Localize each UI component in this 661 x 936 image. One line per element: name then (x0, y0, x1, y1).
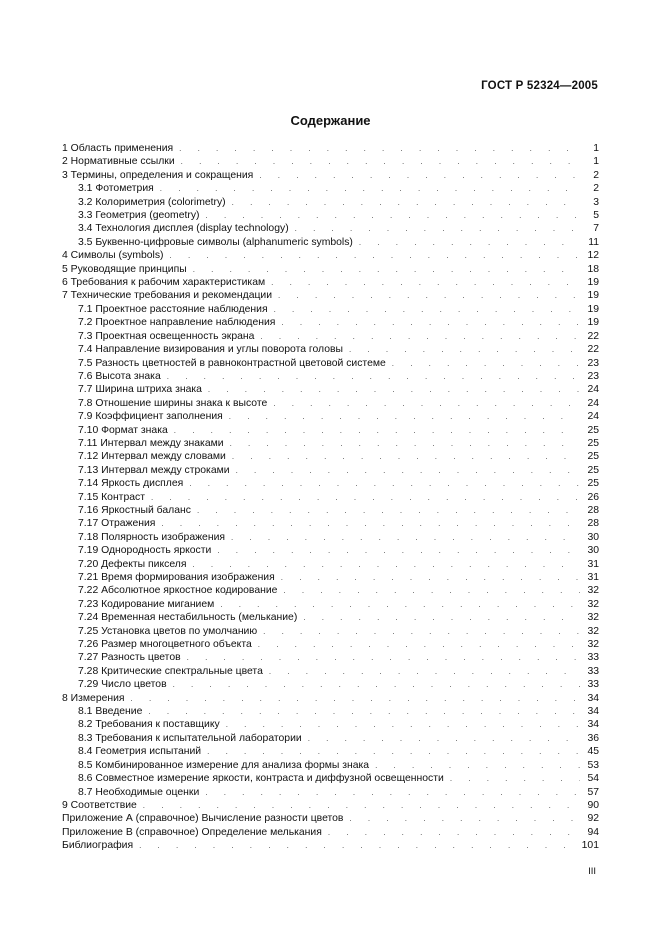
toc-entry-title: 7.3 Проектная освещенность экрана (78, 330, 255, 342)
toc-entry-page: 24 (587, 397, 599, 409)
toc-entry-page: 101 (581, 840, 599, 852)
toc-entry[interactable] (62, 772, 599, 785)
toc-entry[interactable] (62, 450, 599, 463)
toc-entry[interactable] (62, 169, 599, 182)
toc-dot-leader (220, 598, 580, 611)
toc-entry-page: 12 (587, 250, 599, 262)
toc-entry-title: 7.27 Разность цветов (78, 652, 181, 664)
toc-dot-leader (151, 491, 580, 504)
toc-entry-page: 33 (587, 679, 599, 691)
toc-entry-title: 7.15 Контраст (78, 491, 145, 503)
toc-entry-page: 5 (593, 210, 599, 222)
toc-dot-leader (161, 517, 580, 530)
toc-entry-title: 8.6 Совместное измерение яркости, контраста и диффузной освещенности (78, 773, 444, 785)
toc-dot-leader (208, 383, 580, 396)
toc-entry[interactable] (62, 611, 599, 624)
toc-dot-leader (392, 357, 580, 370)
toc-entry[interactable] (62, 759, 599, 772)
toc-entry-page: 25 (587, 424, 599, 436)
toc-entry-title: 3.3 Геометрия (geometry) (78, 210, 200, 222)
toc-entry[interactable] (62, 410, 599, 423)
toc-entry-page: 30 (587, 545, 599, 557)
toc-dot-leader (226, 718, 580, 731)
toc-dot-leader (349, 343, 580, 356)
toc-entry-title: 3.4 Технология дисплея (display technology) (78, 223, 289, 235)
toc-dot-leader (206, 209, 581, 222)
toc-entry-page: 36 (587, 732, 599, 744)
toc-dot-leader (148, 705, 580, 718)
toc-entry-title: 5 Руководящие принципы (62, 263, 187, 275)
toc-entry-page: 30 (587, 531, 599, 543)
toc-entry[interactable] (62, 786, 599, 799)
toc-entry-page: 25 (587, 478, 599, 490)
toc-entry-title: 3.2 Колориметрия (colorimetry) (78, 196, 226, 208)
toc-entry-title: 7.28 Критические спектральные цвета (78, 665, 263, 677)
toc-entry-title: 8.1 Введение (78, 706, 143, 718)
toc-entry-title: 8.4 Геометрия испытаний (78, 746, 202, 758)
toc-dot-leader (283, 584, 580, 597)
toc-entry-page: 18 (587, 263, 599, 275)
toc-dot-leader (308, 732, 580, 745)
toc-entry[interactable] (62, 584, 599, 597)
toc-entry[interactable] (62, 276, 599, 289)
toc-entry[interactable] (62, 705, 599, 718)
toc-dot-leader (179, 142, 580, 155)
toc-entry-page: 32 (587, 612, 599, 624)
toc-dot-leader (359, 236, 580, 249)
toc-entry[interactable] (62, 598, 599, 611)
toc-entry[interactable] (62, 370, 599, 383)
toc-entry[interactable] (62, 155, 599, 168)
toc-dot-leader (189, 477, 580, 490)
toc-entry-title: 7.19 Однородность яркости (78, 545, 212, 557)
toc-dot-leader (303, 611, 580, 624)
toc-entry[interactable] (62, 812, 599, 825)
toc-dot-leader (207, 745, 580, 758)
toc-entry[interactable] (62, 504, 599, 517)
toc-entry[interactable] (62, 383, 599, 396)
toc-entry-page: 33 (587, 652, 599, 664)
toc-dot-leader (269, 665, 580, 678)
toc-dot-leader (181, 155, 580, 168)
toc-entry-page: 31 (587, 572, 599, 583)
toc-dot-leader (375, 759, 580, 772)
toc-dot-leader (192, 558, 580, 571)
toc-dot-leader (232, 450, 580, 463)
toc-entry-title: 6 Требования к рабочим характеристикам (62, 277, 266, 289)
toc-entry-page: 45 (587, 746, 599, 758)
toc-dot-leader (271, 276, 580, 289)
toc-entry-title: 7.13 Интервал между строками (78, 464, 230, 476)
toc-entry-title: 7.14 Яркость дисплея (78, 478, 184, 490)
toc-entry-title: 9 Соответствие (62, 799, 137, 811)
toc-entry-title: 7.6 Высота знака (78, 370, 161, 382)
toc-dot-leader (273, 397, 580, 410)
toc-entry-page: 34 (587, 706, 599, 718)
toc-entry[interactable] (62, 732, 599, 745)
toc-entry-title: 7.2 Проектное направление наблюдения (78, 317, 276, 329)
toc-entry[interactable] (62, 196, 599, 209)
toc-entry-page: 25 (587, 451, 599, 463)
toc-entry-title: 3.5 Буквенно-цифровые символы (alphanumeric symbols) (78, 236, 353, 248)
toc-entry-page: 28 (587, 518, 599, 530)
toc-entry-page: 24 (587, 411, 599, 423)
toc-entry-title: 7.18 Полярность изображения (78, 531, 226, 543)
toc-entry-title: 4 Символы (symbols) (62, 250, 164, 262)
toc-dot-leader (260, 330, 580, 343)
toc-entry[interactable] (62, 826, 599, 839)
toc-entry[interactable] (62, 209, 599, 222)
toc-dot-leader (160, 182, 580, 195)
toc-entry[interactable] (62, 692, 599, 705)
toc-entry-page: 31 (587, 558, 599, 570)
page-title: Содержание (290, 113, 371, 128)
document-header: ГОСТ Р 52324—2005 (481, 80, 598, 92)
toc-entry[interactable] (62, 464, 599, 477)
toc-entry-title: Приложение В (справочное) Определение мелькания (62, 826, 322, 838)
table-of-contents (62, 142, 599, 853)
toc-dot-leader (349, 812, 580, 825)
toc-entry-page: 28 (587, 504, 599, 516)
toc-entry-title: 8.7 Необходимые оценки (78, 786, 200, 798)
toc-dot-leader (450, 772, 580, 785)
toc-dot-leader (278, 289, 580, 302)
toc-entry-page: 32 (587, 598, 599, 610)
toc-entry[interactable] (62, 357, 599, 370)
toc-entry-title: 3 Термины, определения и сокращения (62, 169, 254, 181)
toc-dot-leader (259, 169, 580, 182)
toc-entry[interactable] (62, 491, 599, 504)
toc-dot-leader (229, 410, 580, 423)
toc-entry-page: 33 (587, 665, 599, 677)
toc-dot-leader (281, 571, 580, 584)
toc-entry-title: 7.25 Установка цветов по умолчанию (78, 625, 258, 637)
toc-entry[interactable] (62, 745, 599, 758)
toc-entry[interactable] (62, 678, 599, 691)
toc-entry-page: 32 (587, 625, 599, 637)
toc-entry[interactable] (62, 437, 599, 450)
toc-entry-title: 7.9 Коэффициент заполнения (78, 411, 223, 423)
toc-entry-title: 7.10 Формат знака (78, 424, 168, 436)
toc-entry[interactable] (62, 222, 599, 235)
toc-entry-page: 92 (587, 813, 599, 825)
toc-entry[interactable] (62, 718, 599, 731)
toc-dot-leader (230, 437, 580, 450)
toc-entry[interactable] (62, 638, 599, 651)
toc-dot-leader (167, 370, 580, 383)
toc-entry-title: 7.4 Направление визирования и углы поворота головы (78, 344, 343, 356)
toc-entry-page: 2 (593, 183, 599, 195)
toc-entry[interactable] (62, 839, 599, 852)
toc-entry[interactable] (62, 142, 599, 155)
toc-entry[interactable] (62, 665, 599, 678)
toc-dot-leader (295, 222, 580, 235)
toc-entry-title: 7.7 Ширина штриха знака (78, 384, 202, 396)
toc-entry[interactable] (62, 544, 599, 557)
toc-entry-title: 7.16 Яркостный баланс (78, 504, 191, 516)
toc-dot-leader (236, 464, 580, 477)
toc-entry-title: 3.1 Фотометрия (78, 183, 154, 195)
toc-entry[interactable] (62, 625, 599, 638)
toc-entry[interactable] (62, 182, 599, 195)
toc-entry-page: 2 (593, 169, 599, 181)
toc-dot-leader (274, 303, 580, 316)
toc-entry-title: 7.1 Проектное расстояние наблюдения (78, 303, 268, 315)
toc-entry-title: 7.24 Временная нестабильность (мелькание) (78, 612, 298, 624)
toc-dot-leader (231, 531, 580, 544)
toc-entry[interactable] (62, 517, 599, 530)
toc-dot-leader (131, 692, 580, 705)
toc-entry-page: 57 (587, 786, 599, 798)
page-number: III (588, 866, 596, 877)
toc-entry[interactable] (62, 343, 599, 356)
toc-entry-page: 7 (593, 223, 599, 235)
toc-entry[interactable] (62, 477, 599, 490)
toc-entry-page: 34 (587, 692, 599, 704)
toc-entry-page: 32 (587, 639, 599, 651)
toc-entry-title: Приложение А (справочное) Вычисление разности цветов (62, 813, 344, 825)
toc-entry-page: 3 (593, 196, 599, 208)
toc-entry-page: 24 (587, 384, 599, 396)
toc-entry-title: 1 Область применения (62, 143, 174, 154)
toc-entry-page: 19 (587, 303, 599, 315)
toc-entry-page: 23 (587, 370, 599, 382)
toc-entry-page: 26 (587, 491, 599, 503)
toc-entry[interactable] (62, 531, 599, 544)
toc-entry[interactable] (62, 249, 599, 262)
toc-entry-page: 25 (587, 464, 599, 476)
toc-entry-title: 7.8 Отношение ширины знака к высоте (78, 397, 268, 409)
toc-dot-leader (187, 651, 580, 664)
toc-entry-page: 25 (587, 437, 599, 449)
toc-entry[interactable] (62, 316, 599, 329)
toc-entry-title: 7.11 Интервал между знаками (78, 437, 224, 449)
toc-entry-title: 8 Измерения (62, 692, 125, 704)
toc-entry-page: 1 (593, 156, 599, 168)
toc-entry[interactable] (62, 558, 599, 571)
toc-entry-page: 53 (587, 759, 599, 771)
toc-entry-title: 7.26 Размер многоцветного объекта (78, 639, 252, 651)
toc-dot-leader (193, 263, 580, 276)
toc-dot-leader (258, 638, 580, 651)
toc-entry-title: 7.21 Время формирования изображения (78, 572, 275, 583)
toc-entry-page: 34 (587, 719, 599, 731)
toc-entry[interactable] (62, 397, 599, 410)
toc-entry[interactable] (62, 303, 599, 316)
toc-entry-page: 54 (587, 773, 599, 785)
toc-dot-leader (170, 249, 580, 262)
toc-entry-page: 94 (587, 826, 599, 838)
toc-entry[interactable] (62, 289, 599, 302)
toc-entry-page: 32 (587, 585, 599, 597)
toc-dot-leader (143, 799, 580, 812)
toc-dot-leader (174, 424, 580, 437)
toc-entry-page: 22 (587, 330, 599, 342)
toc-entry[interactable] (62, 330, 599, 343)
toc-dot-leader (173, 678, 580, 691)
toc-entry-title: 7.12 Интервал между словами (78, 451, 226, 463)
toc-entry-page: 1 (593, 143, 599, 154)
toc-entry-title: 7.23 Кодирование миганием (78, 598, 215, 610)
toc-entry-page: 19 (587, 277, 599, 289)
toc-entry-title: 7.5 Разность цветностей в равноконтрастной цветовой системе (78, 357, 386, 369)
toc-entry[interactable] (62, 571, 599, 584)
toc-entry-page: 22 (587, 344, 599, 356)
toc-entry-page: 19 (587, 290, 599, 302)
toc-entry[interactable] (62, 263, 599, 276)
toc-entry-page: 23 (587, 357, 599, 369)
toc-entry-title: 7 Технические требования и рекомендации (62, 290, 273, 302)
toc-entry-page: 19 (587, 317, 599, 329)
toc-entry-page: 11 (588, 236, 599, 248)
toc-entry-title: 7.29 Число цветов (78, 679, 167, 691)
toc-entry-title: 7.17 Отражения (78, 518, 156, 530)
toc-entry-page: 90 (587, 799, 599, 811)
toc-dot-leader (328, 826, 580, 839)
toc-entry[interactable] (62, 236, 599, 249)
toc-entry-title: 2 Нормативные ссылки (62, 156, 175, 168)
toc-dot-leader (281, 316, 580, 329)
toc-entry-title: 8.5 Комбинированное измерение для анализа формы знака (78, 759, 370, 771)
toc-entry-title: 7.22 Абсолютное яркостное кодирование (78, 585, 278, 597)
toc-dot-leader (205, 786, 580, 799)
toc-dot-leader (217, 544, 580, 557)
toc-entry-title: Библиография (62, 840, 134, 852)
toc-entry-title: 8.3 Требования к испытательной лаборатории (78, 732, 302, 744)
toc-dot-leader (139, 839, 579, 852)
toc-entry[interactable] (62, 799, 599, 812)
toc-dot-leader (232, 196, 580, 209)
toc-entry-title: 8.2 Требования к поставщику (78, 719, 220, 731)
toc-entry-title: 7.20 Дефекты пикселя (78, 558, 187, 570)
toc-dot-leader (197, 504, 580, 517)
toc-entry[interactable] (62, 651, 599, 664)
toc-entry[interactable] (62, 424, 599, 437)
toc-dot-leader (263, 625, 580, 638)
